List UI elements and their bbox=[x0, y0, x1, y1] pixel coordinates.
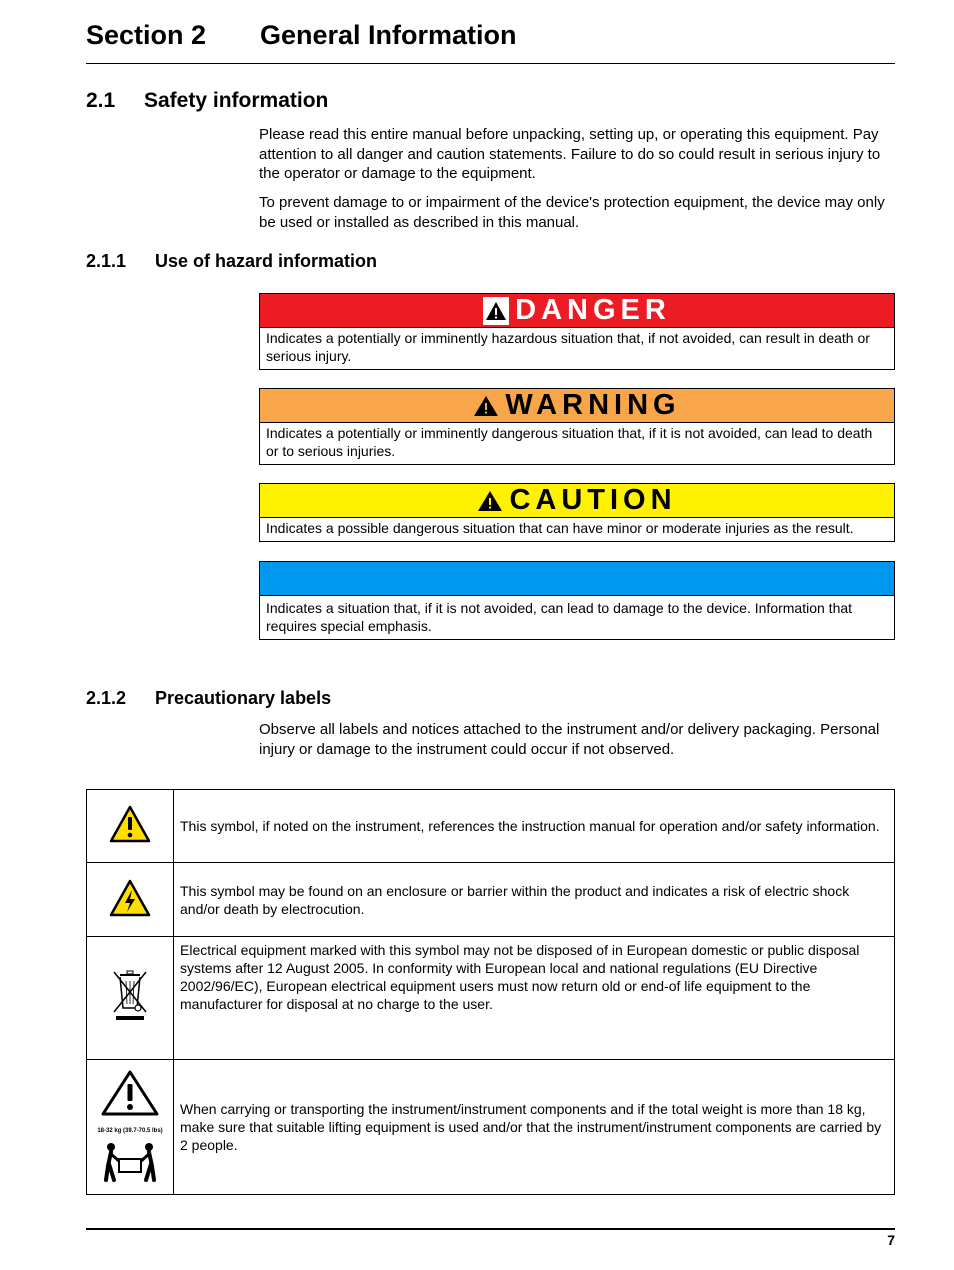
table-row bbox=[87, 1060, 895, 1195]
warning-box bbox=[259, 388, 895, 465]
safety-paragraph-2: To prevent damage to or impairment of the device's protection equipment, the device may only be used or installed as described in this manual. bbox=[259, 194, 885, 231]
caution-description: Indicates a possible dangerous situation that can have minor or moderate injuries as the result. bbox=[266, 520, 854, 536]
lift-warning-triangle-icon bbox=[100, 1069, 160, 1117]
precaution-intro: Observe all labels and notices attached to the instrument and/or delivery packaging. Personal injury or damage to the instrument could occur if not observed. bbox=[259, 721, 880, 758]
section-title bbox=[86, 20, 517, 51]
safety-number: 2.1 bbox=[86, 89, 116, 112]
caution-triangle-icon bbox=[477, 490, 503, 512]
two-person-lift-icon bbox=[102, 1142, 158, 1182]
precaution-number: 2.1.2 bbox=[86, 688, 127, 708]
danger-description: Indicates a potentially or imminently hazardous situation that, if not avoided, can result in death or serious injury. bbox=[266, 330, 870, 364]
section-number: Section 2 bbox=[86, 20, 207, 50]
table-row bbox=[87, 937, 895, 1060]
danger-triangle-icon bbox=[483, 297, 509, 325]
lift-weight-caption: 18-32 kg (39.7-70.5 lbs) bbox=[97, 1127, 163, 1134]
label-text-1: This symbol, if noted on the instrument, references the instruction manual for operation and/or safety information. bbox=[174, 790, 895, 863]
danger-header bbox=[260, 294, 894, 328]
table-row bbox=[87, 790, 895, 863]
danger-box bbox=[259, 293, 895, 370]
label-text-2: This symbol may be found on an enclosure or barrier within the product and indicates a risk of electric shock and/or death by electrocution. bbox=[174, 863, 895, 937]
warning-triangle-icon bbox=[109, 805, 151, 843]
danger-label: DANGER bbox=[515, 294, 671, 326]
notice-description: Indicates a situation that, if it is not avoided, can lead to damage to the device. Information that requires special emphasis. bbox=[266, 600, 853, 634]
precaution-heading bbox=[86, 688, 331, 709]
caution-label: CAUTION bbox=[509, 484, 677, 516]
precautionary-labels-table bbox=[86, 789, 895, 1195]
warning-triangle-icon bbox=[473, 395, 499, 417]
caution-header bbox=[260, 484, 894, 518]
warning-header bbox=[260, 389, 894, 423]
warning-description: Indicates a potentially or imminently dangerous situation that, if it is not avoided, can lead to death or to serious injuries. bbox=[266, 425, 873, 459]
electric-shock-icon bbox=[109, 879, 151, 917]
section-heading: General Information bbox=[260, 20, 517, 50]
warning-label: WARNING bbox=[505, 389, 681, 421]
footer-rule bbox=[86, 1228, 895, 1230]
hazard-info-title: Use of hazard information bbox=[155, 251, 378, 271]
notice-header bbox=[260, 562, 894, 596]
safety-heading bbox=[86, 89, 328, 113]
label-text-4: When carrying or transporting the instrument/instrument components and if the total weight is more than 18 kg, make sure that suitable lifting equipment is used and/or that the instrument/instrument components are carried by 2 people. bbox=[174, 1060, 895, 1195]
hazard-info-number: 2.1.1 bbox=[86, 251, 127, 271]
precaution-title: Precautionary labels bbox=[155, 688, 332, 708]
safety-paragraph-1: Please read this entire manual before unpacking, setting up, or operating this equipment. Pay attention to all danger and caution statements. Failure to do so could result in serious injury to the operator or damage to the equipment. bbox=[259, 126, 881, 182]
header-rule bbox=[86, 63, 895, 64]
safety-title: Safety information bbox=[144, 89, 329, 112]
label-text-3: Electrical equipment marked with this symbol may not be disposed of in European domestic or public disposal systems after 12 August 2005. In conformity with European local and national regulations (EU Directive 2002/96/EC), European electrical equipment users must now return old or end-of life equipment to the manufacturer for disposal at no charge to the user. bbox=[174, 937, 895, 1060]
table-row bbox=[87, 863, 895, 937]
caution-box bbox=[259, 483, 895, 542]
hazard-info-heading bbox=[86, 251, 377, 272]
page-number: 7 bbox=[887, 1232, 895, 1248]
weee-crossed-bin-icon bbox=[106, 968, 154, 1024]
notice-box bbox=[259, 561, 895, 640]
